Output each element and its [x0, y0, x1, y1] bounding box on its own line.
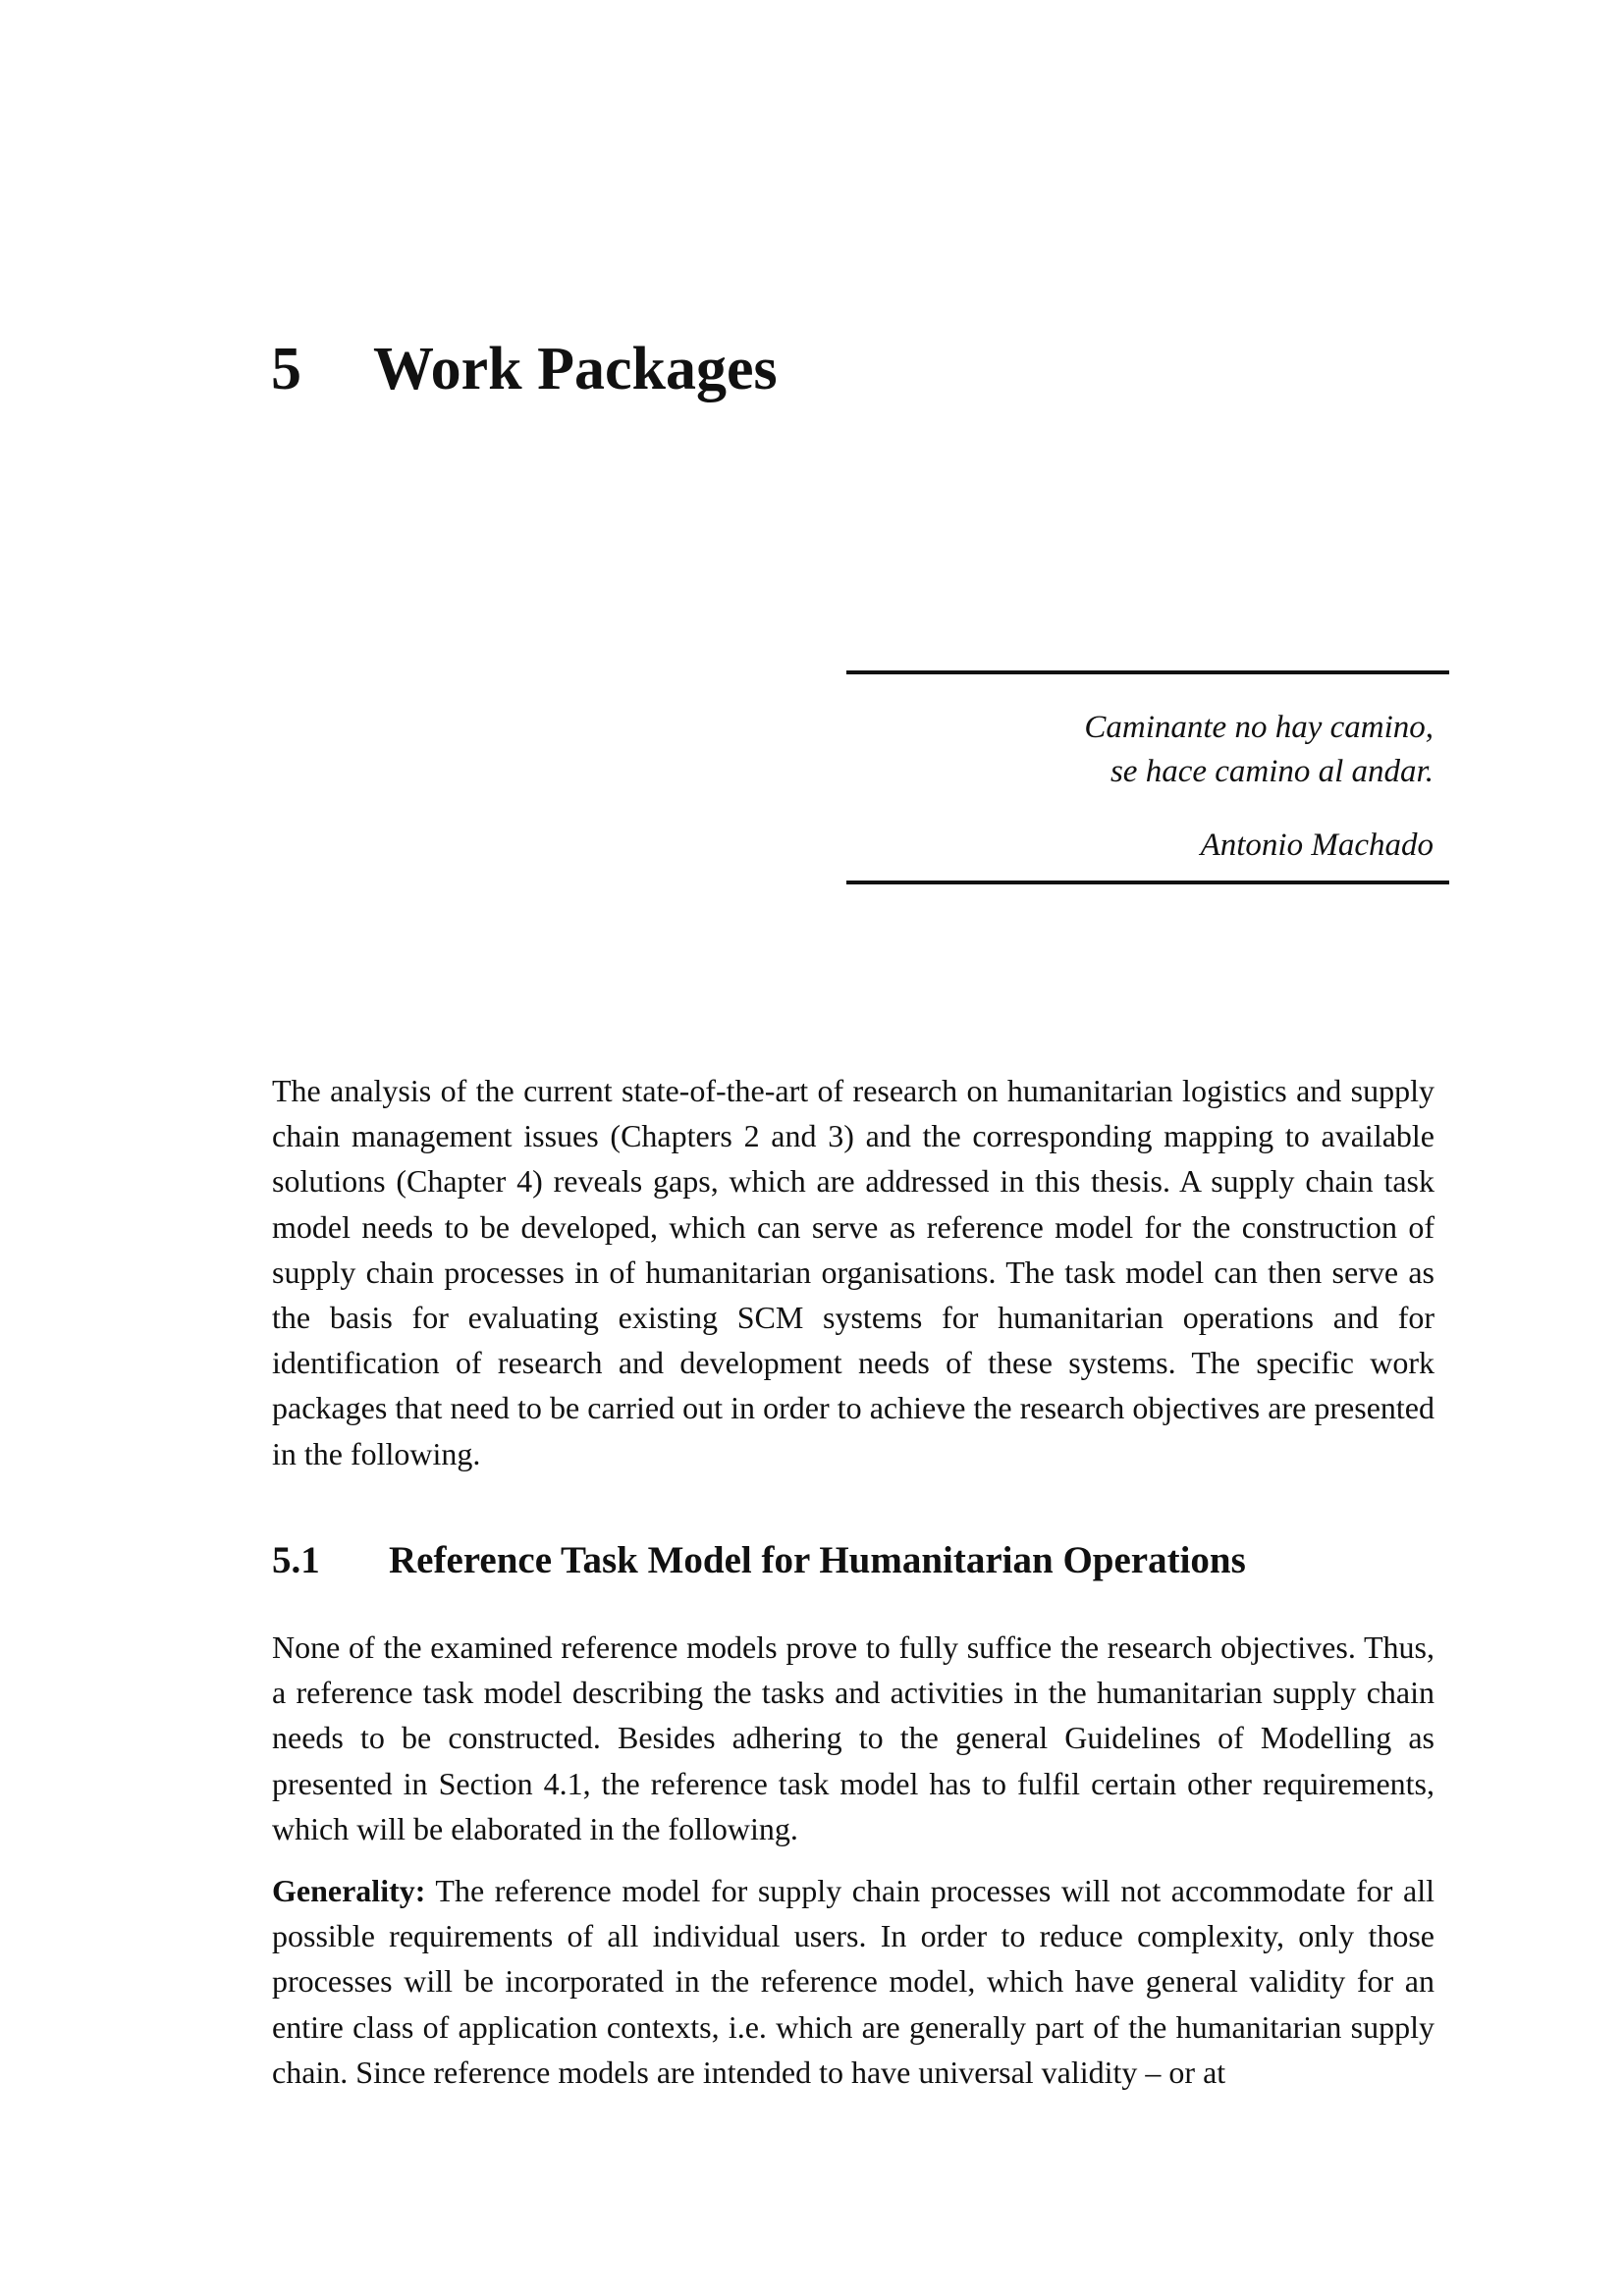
section-paragraph-2 — [272, 1868, 1435, 2095]
section-number: 5.1 — [272, 1539, 320, 1581]
section-paragraph-1: None of the examined reference models prove to fully suffice the research objectives. Thus, a reference task model describing the tasks and activities in the humanitarian supply chain needs to be constructed. Besides adhering to the general Guidelines of Modelling as presented in Section 4.1, the reference task model has to fulfil certain other requirements, which will be elaborated in the following. — [272, 1629, 1435, 1846]
epigraph-quote — [1084, 706, 1434, 794]
section-heading — [272, 1541, 1246, 1579]
section-title: Reference Task Model for Humanitarian Operations — [389, 1539, 1246, 1581]
generality-label: Generality: — [272, 1873, 426, 1908]
epigraph-author: Antonio Machado — [1200, 828, 1434, 863]
epigraph-line-1: Caminante no hay camino, — [1084, 710, 1434, 745]
chapter-heading — [271, 336, 778, 402]
epigraph-box — [846, 670, 1449, 884]
chapter-number: 5 — [271, 336, 301, 402]
intro-paragraph: The analysis of the current state-of-the-art of research on humanitarian logistics and supply chain management issues (Chapters 2 and 3) and the corresponding mapping to available solutions (Chapter 4) reveals gaps, which are addressed in this thesis. A supply chain task model needs to be developed, which can serve as reference model for the construction of supply chain processes in of humanitarian organisations. The task model can then serve as the basis for evaluating existing SCM systems for humanitarian operations and for identification of research and development needs of these systems. The specific work packages that need to be carried out in order to achieve the research objectives are presented in the following. — [272, 1073, 1435, 1471]
epigraph-line-2: se hace camino al andar. — [1110, 754, 1434, 789]
generality-text: The reference model for supply chain processes will not accommodate for all possible requirements of all individual users. In order to reduce complexity, only those processes will be incorporated in the reference model, which have general validity for an entire class of application contexts, i.e. which are generally part of the humanitarian supply chain. Since reference models are intended to have universal validity – or at — [272, 1873, 1435, 2090]
chapter-title: Work Packages — [373, 336, 778, 402]
